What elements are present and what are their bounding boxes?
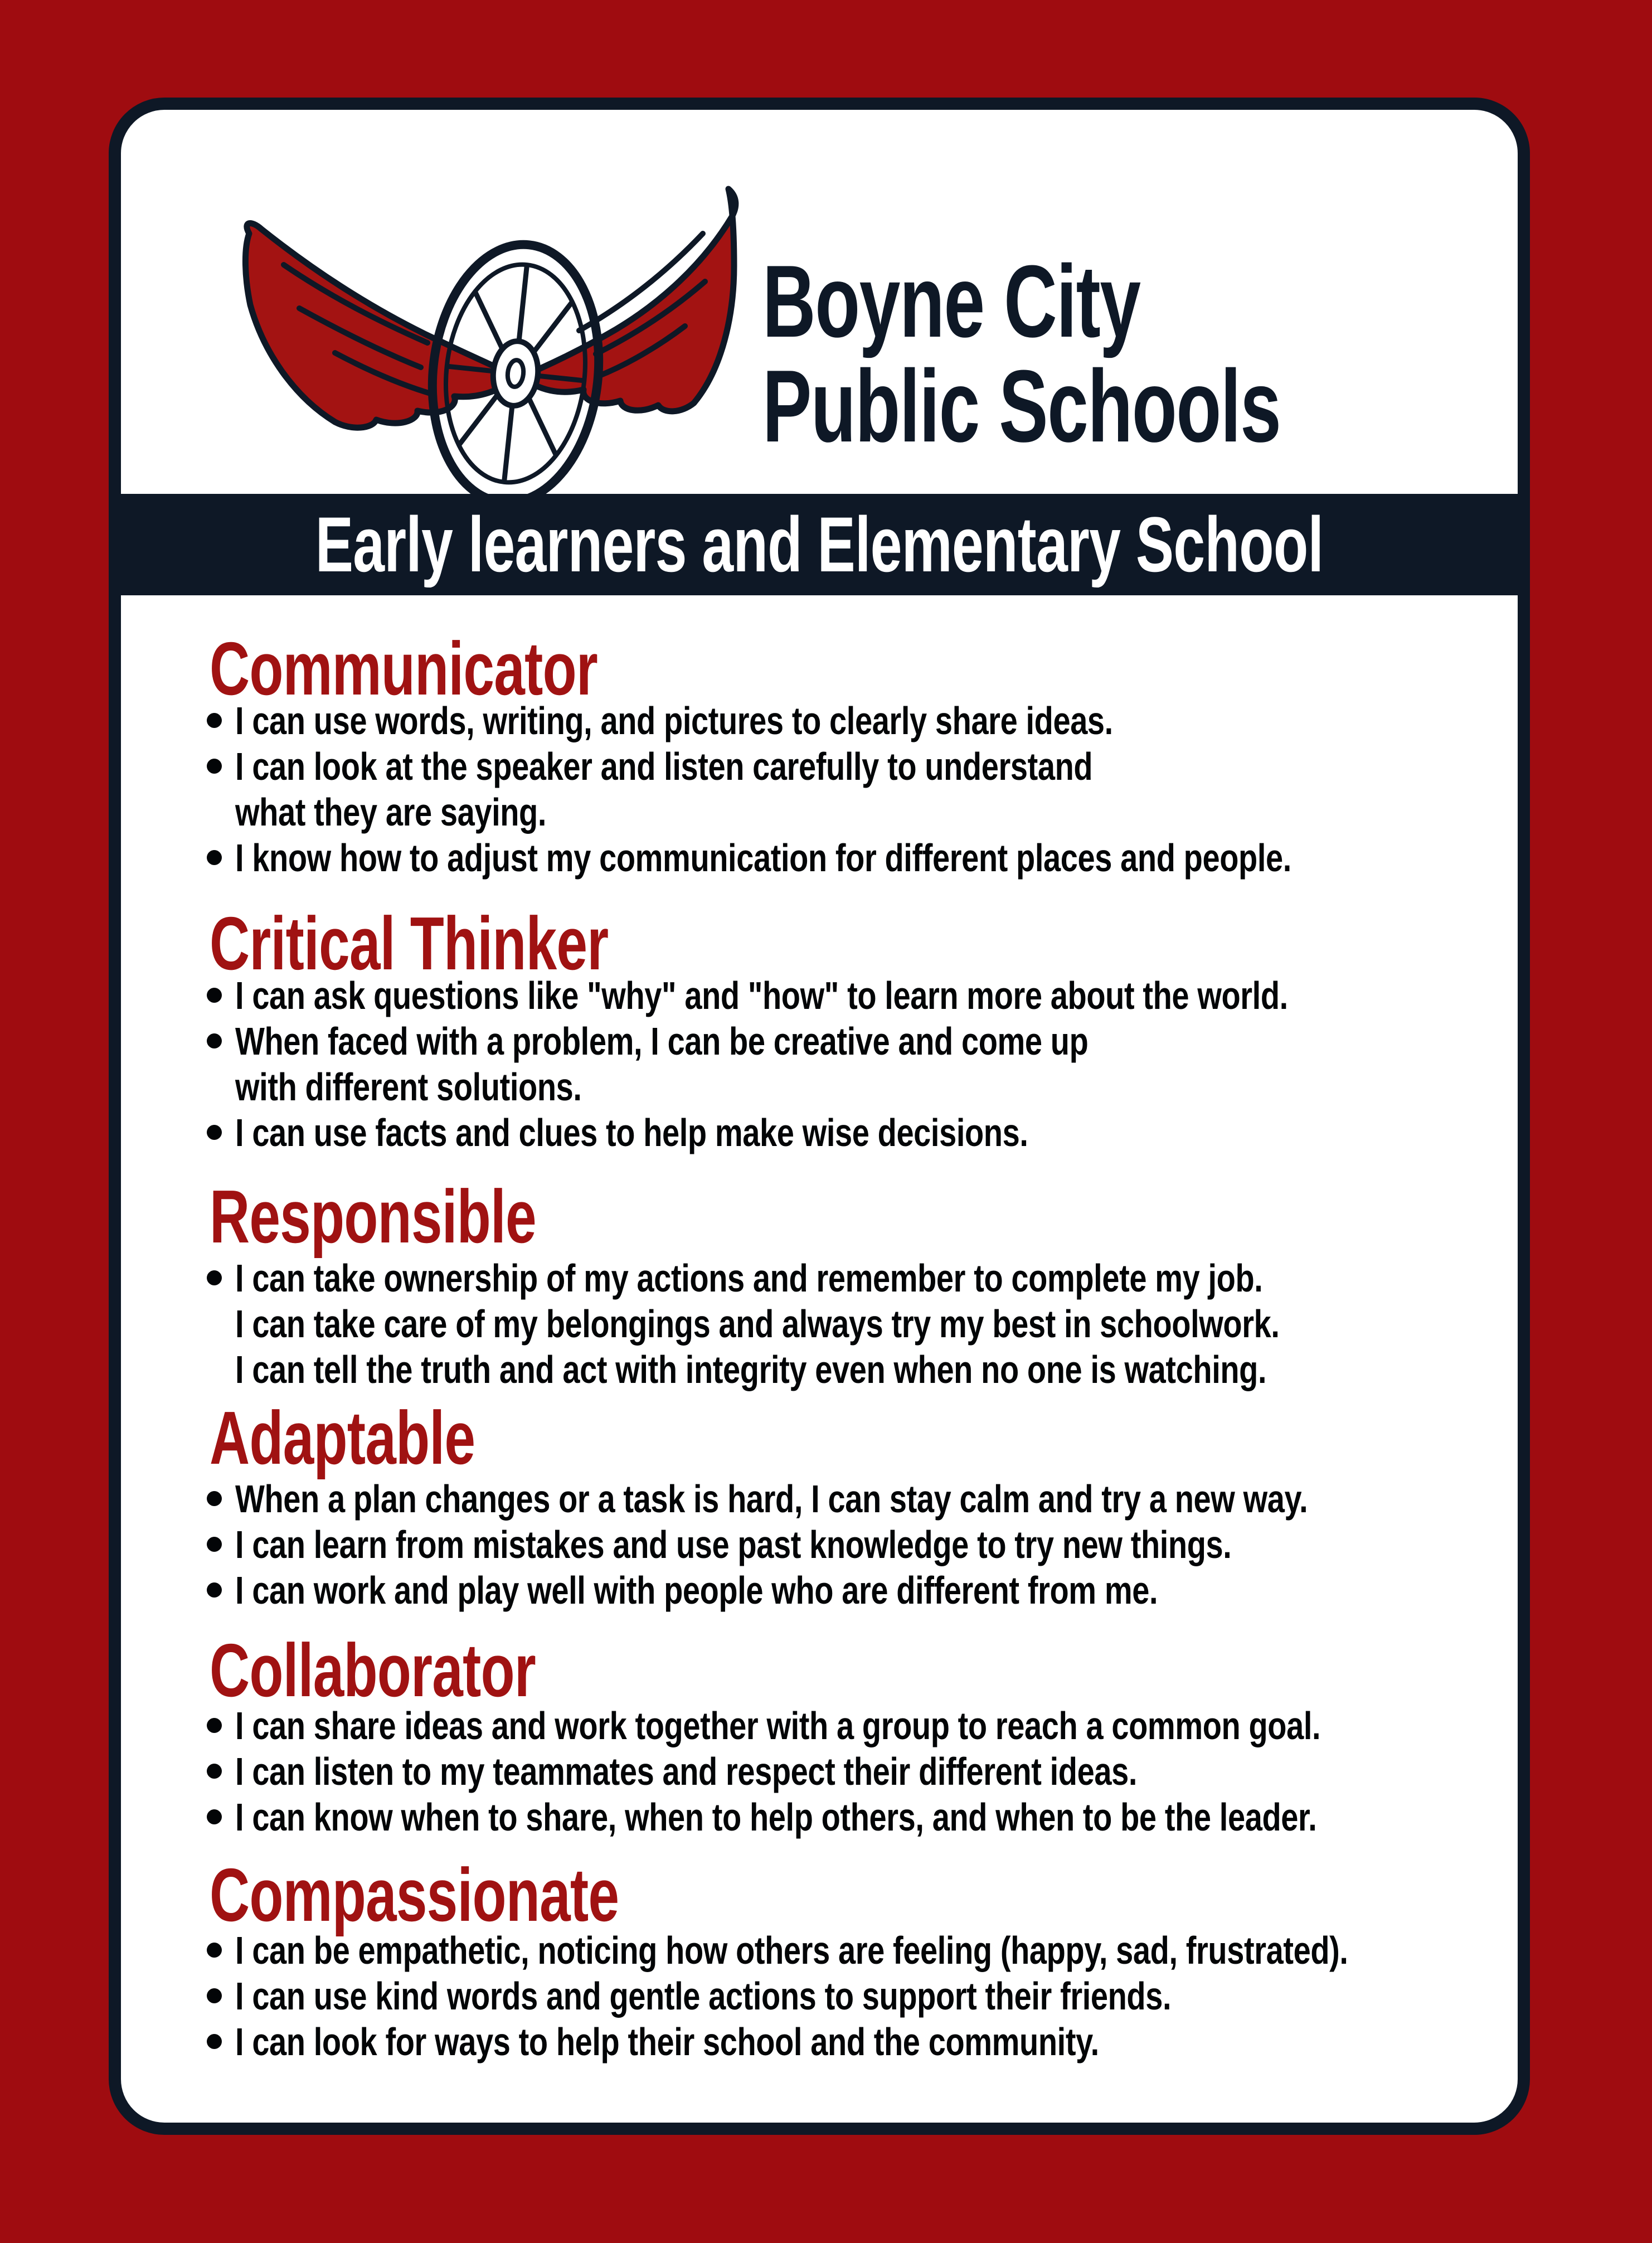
bullet-line: When a plan changes or a task is hard, I can stay calm and try a new way. <box>235 1477 1308 1521</box>
bullet-icon <box>207 850 222 865</box>
bullet-icon <box>207 1582 222 1598</box>
list-item <box>121 744 1518 835</box>
bullet-icon <box>207 759 222 774</box>
list-item <box>121 1255 1518 1392</box>
list-item <box>121 835 1518 881</box>
section-heading: Critical Thinker <box>210 901 609 985</box>
bullet-icon <box>207 1988 222 2003</box>
bullet-icon <box>207 2034 222 2049</box>
bullet-line: I can be empathetic, noticing how others are feeling (happy, sad, frustrated). <box>235 1929 1348 1972</box>
bullet-line: I can learn from mistakes and use past knowledge to try new things. <box>235 1523 1232 1566</box>
bullet-line: When faced with a problem, I can be creative and come up <box>235 1019 1089 1063</box>
section-compassionate <box>121 1853 1518 2065</box>
section-critical-thinker <box>121 901 1518 1156</box>
bullet-line: I can take care of my belongings and always try my best in schoolwork. <box>235 1302 1280 1346</box>
list-item <box>121 1703 1518 1749</box>
bullet-icon <box>207 1491 222 1506</box>
list-item <box>121 698 1518 744</box>
section-responsible <box>121 1174 1518 1392</box>
bullet-line: I can use facts and clues to help make wise decisions. <box>235 1111 1028 1154</box>
list-item <box>121 1018 1518 1110</box>
section-heading: Compassionate <box>210 1853 619 1937</box>
list-item <box>121 1522 1518 1567</box>
list-item <box>121 1749 1518 1794</box>
list-item <box>121 1973 1518 2019</box>
bullet-line: I know how to adjust my communication for different places and people. <box>235 836 1291 880</box>
school-name-line2: Public Schools <box>762 348 1281 463</box>
bullet-line: I can use kind words and gentle actions to support their friends. <box>235 1974 1172 2018</box>
bullet-line: with different solutions. <box>235 1065 582 1109</box>
bullet-line: I can tell the truth and act with integrity even when no one is watching. <box>235 1348 1267 1391</box>
bullet-line: I can work and play well with people who are different from me. <box>235 1569 1158 1612</box>
section-heading: Collaborator <box>210 1628 536 1712</box>
bullet-line: I can take ownership of my actions and remember to complete my job. <box>235 1256 1263 1300</box>
list-item <box>121 973 1518 1018</box>
list-item <box>121 1476 1518 1522</box>
bullet-icon <box>207 1764 222 1779</box>
section-communicator <box>121 627 1518 881</box>
bullet-icon <box>207 713 222 728</box>
bullet-icon <box>207 1033 222 1048</box>
bullet-line: what they are saying. <box>235 790 547 834</box>
section-adaptable <box>121 1396 1518 1613</box>
bullet-line: I can look for ways to help their school and the community. <box>235 2020 1099 2064</box>
bullet-line: I can listen to my teammates and respect their different ideas. <box>235 1750 1137 1793</box>
list-item <box>121 1928 1518 1973</box>
school-name <box>762 244 1281 463</box>
school-name-line1: Boyne City <box>762 244 1140 358</box>
banner-title: Early learners and Elementary School <box>315 501 1324 588</box>
section-heading: Communicator <box>210 627 598 711</box>
bullet-line: I can share ideas and work together with a group to reach a common goal. <box>235 1704 1321 1747</box>
bullet-icon <box>207 1718 222 1733</box>
winged-wheel-logo <box>232 182 745 511</box>
bullet-line: I can use words, writing, and pictures to clearly share ideas. <box>235 699 1113 742</box>
bullet-icon <box>207 1943 222 1958</box>
list-item <box>121 1567 1518 1613</box>
list-item <box>121 1110 1518 1156</box>
bullet-icon <box>207 1809 222 1824</box>
section-heading: Adaptable <box>210 1396 475 1480</box>
bullet-line: I can ask questions like "why" and "how" to learn more about the world. <box>235 974 1288 1017</box>
bullet-line: I can know when to share, when to help others, and when to be the leader. <box>235 1795 1317 1839</box>
poster-card <box>109 98 1530 2135</box>
bullet-icon <box>207 1537 222 1552</box>
banner <box>121 494 1518 595</box>
list-item <box>121 1794 1518 1840</box>
list-item <box>121 2019 1518 2065</box>
bullet-icon <box>207 988 222 1003</box>
section-collaborator <box>121 1628 1518 1840</box>
bullet-line: I can look at the speaker and listen carefully to understand <box>235 745 1093 788</box>
section-heading: Responsible <box>210 1174 536 1259</box>
bullet-icon <box>207 1125 222 1140</box>
bullet-icon <box>207 1270 222 1285</box>
